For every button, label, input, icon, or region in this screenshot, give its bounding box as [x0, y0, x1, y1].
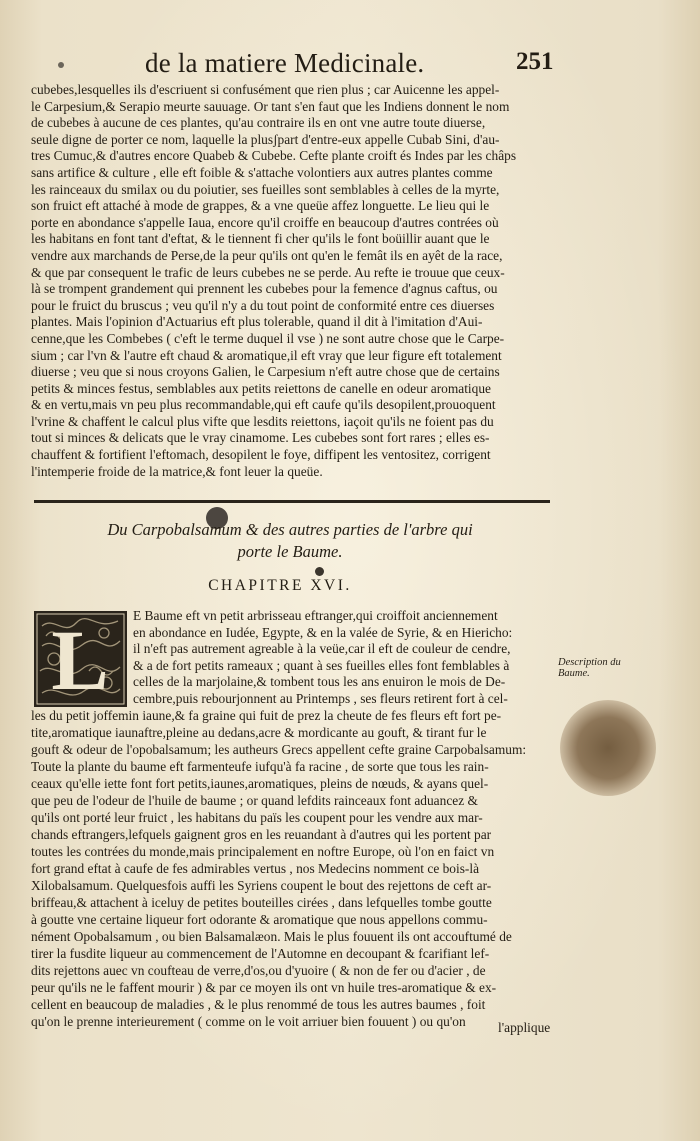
text-line: qu'on le prenne interieurement ( comme on le voit arriuer bien fouuent ) ou qu'on: [31, 1014, 466, 1029]
text-line: Xilobalsamum. Quelquesfois auffi les Syriens coupent le bout des rejettons de ceft ar-: [31, 878, 492, 893]
text-line: seule digne de porter ce nom, laquelle la plusʃpart d'entre-eux appelle Cubab Sini, d'au-: [31, 131, 500, 147]
text-line: petits & minces festus, semblables aux petits reiettons de canelle en odeur aromatique: [31, 380, 491, 396]
text-line: chands eftrangers,lefquels gaignent gros en les reuandant à d'autres qui les portent par: [31, 827, 492, 842]
text-line: vendre aux marchands de Perse,de la peur qu'ils ont qu'en le femât ils en ayêt de la race,: [31, 247, 503, 263]
text-line: en abondance en Iudée, Egypte, & en la valée de Syrie, & en Hiericho:: [133, 624, 513, 640]
text-line: & a de fort petits rameaux ; quant à ses fueilles elles font femblables à: [133, 657, 510, 673]
text-line: plantes. Mais l'opinion d'Actuarius eft plus tolerable, quand il dit à l'imitation d'Aui-: [31, 314, 483, 330]
decorated-initial: [34, 611, 127, 707]
text-line: & en vertu,mais vn peu plus recommandable,qui eft caufe qu'ils desopilent,prouoquent: [31, 397, 496, 413]
top-paragraph: [31, 82, 553, 480]
marginal-note: [558, 657, 636, 679]
section-rule: [34, 500, 550, 503]
text-line: briffeau,& attachent à iceluy de petites bouteilles cirées , dans lefquelles tombe goutte: [31, 895, 492, 910]
section-title: [40, 519, 540, 563]
text-line: dits rejettons auec vn coufteau de verre,d'os,ou d'yuoire ( & non de fer ou d'acier , de: [31, 963, 486, 978]
text-line: gouft & odeur de l'opobalsamum; les autheurs Grecs appellent cefte graine Carpobalsamum:: [31, 742, 527, 757]
page-header: [30, 48, 590, 84]
marginal-note-line: Baume.: [558, 668, 590, 679]
text-line: & que par consequent le trafic de leurs cubebes ne se perde. Au refte ie trouue que ceux-: [31, 264, 505, 280]
text-line: cellent en beaucoup de maladies , & le plus renommé de tous les autres baumes , foit: [31, 997, 486, 1012]
text-line: les rainceaux du smilax ou du poiutier, ses fueilles sont semblables à celles de la myrte,: [31, 181, 500, 197]
section-title-line: porte le Baume.: [237, 542, 343, 561]
text-line: les habitans en font tant d'eftat, & le tiennent fi cher qu'ils le font boüillir auant que le: [31, 231, 490, 247]
text-line: tres Cumuc,& d'autres encore Quabeb & Cubebe. Cefte plante croift és Indes par les châps: [31, 148, 517, 164]
initial-letter: L: [51, 612, 109, 707]
text-line: cenne,que les Combebes ( c'eft le terme duquel il vse ) ne sont autre chose que le Carpe-: [31, 330, 505, 346]
text-line: l'vrine & chaffent le calcul plus vifte que lesdits reiettons, iaçoit qu'ils ne foient pas du: [31, 413, 494, 429]
section-title-line: Du Carpobalsamum & des autres parties de l'arbre qui: [107, 520, 473, 539]
text-line: E Baume eft vn petit arbrisseau eftranger,qui croiffoit anciennement: [133, 608, 498, 623]
decorated-initial-icon: [34, 611, 127, 707]
page-number: 251: [516, 48, 554, 75]
text-line: chauffent & fortifient l'eftomach, desopilent le foye, diffipent les ventositez, corrigent: [31, 447, 491, 463]
text-line: pour le fruict du bruscus ; veu qu'il n'y a du tout point de conformité entre ces diuerses: [31, 297, 495, 313]
text-line: tite,aromatique iaunaftre,pleine au dedans,acre & mordicante au gouft, & tirant fur le: [31, 725, 487, 740]
text-line: tout si minces & delicats que le vray cinamome. Les cubebes sont fort rares ; elles es-: [31, 430, 490, 446]
text-line: peur qu'ils ne le faffent mourir ) & par ce moyen ils ont vn huile tres-aromatique & ex-: [31, 980, 497, 995]
text-line: fort grand eftat à caufe de fes admirables vertus , nos Medecins nomment ce bois-là: [31, 861, 480, 876]
catchword: l'applique: [498, 1020, 551, 1035]
text-line: sans artifice & culture , elle eft foible & s'attache volontiers aux autres plantes comme: [31, 164, 493, 180]
running-title: de la matiere Medicinale.: [145, 48, 425, 78]
text-line: l'intemperie froide de la matrice,& font leuer la queüe.: [31, 463, 323, 479]
text-line: le Carpesium,& Serapio meurte sauuage. Or tant s'en faut que les Indiens donnent le nom: [31, 98, 510, 114]
text-line: cubebes,lesquelles ils d'escriuent si confusément que rien plus ; car Auicenne les appel-: [31, 82, 500, 97]
marginal-note-line: Description du: [558, 657, 621, 668]
text-line: de cubebes à aucune de ces plantes, qu'au contraire ils en ont vne autre toute diuerse,: [31, 115, 486, 131]
ink-dot: [315, 567, 324, 576]
text-line: toutes les contrées du monde,mais principalement en noftre Europe, où l'on en faict vn: [31, 844, 495, 859]
text-line: celles de la marjolaine,& tombent tous les ans enuiron le mois de De-: [133, 674, 506, 689]
text-line: sium ; car l'vn & l'autre eft chaud & aromatique,il eft vray que leur figure eft totalement: [31, 347, 502, 363]
text-line: diuerse ; veu que si nous croyons Galien, le Carpesium n'eft autre chose que de certains: [31, 364, 500, 380]
text-line: ceaux qu'elle iette font fort petits,iaunes,aromatiques, pleins de nœuds, & ayans quel-: [31, 776, 489, 791]
ink-dot: [58, 62, 64, 68]
text-line: qu'ils ont porté leur fruict , les habitans du païs les coupent pour les vendre aux mar-: [31, 810, 483, 825]
text-line: les du petit joffemin iaune,& fa graine qui fuit de prez la cheute de fes fleurs eft fort pe-: [31, 708, 502, 723]
chapter-paragraph: [31, 707, 553, 1030]
text-line: son fruict eft attaché à mode de grappes, & a vne queüe affez longuette. Le lieu qui le: [31, 198, 490, 214]
ink-stain: [560, 700, 656, 796]
text-line: à goutte vne certaine liqueur fort odorante & aromatique que nous appellons commu-: [31, 912, 488, 927]
text-line: cembre,puis rebourjonnent au Printemps , ses fleurs retirent fort à cel-: [133, 690, 508, 706]
text-line: tirer la fusdite liqueur au commencement de l'Automne en decoupant & fcarifiant lef-: [31, 946, 490, 961]
text-line: Toute la plante du baume eft farmenteufe iufqu'à fa racine , de sorte que tous les rain-: [31, 759, 489, 774]
text-line: il n'eft pas autrement agreable à la veüe,car il eft de couleur de cendre,: [133, 641, 511, 656]
text-line: que peu de l'odeur de l'huile de baume ; or quand lefdits rainceaux font aduancez &: [31, 793, 478, 808]
text-line: porte en abondance s'appelle Iaua, encore qu'il croiffe en beaucoup d'autres contrées où: [31, 214, 499, 230]
text-line: nément Opobalsamum , ou bien Balsamalæon. Mais le plus fouuent ils ont accouftumé de: [31, 929, 512, 944]
chapter-heading: CHAPITRE XVI.: [208, 577, 352, 594]
text-line: là se trompent grandement qui prennent les cubebes pour la femence d'agnus caftus, ou: [31, 281, 498, 297]
chapter-paragraph-indented: [133, 608, 554, 707]
